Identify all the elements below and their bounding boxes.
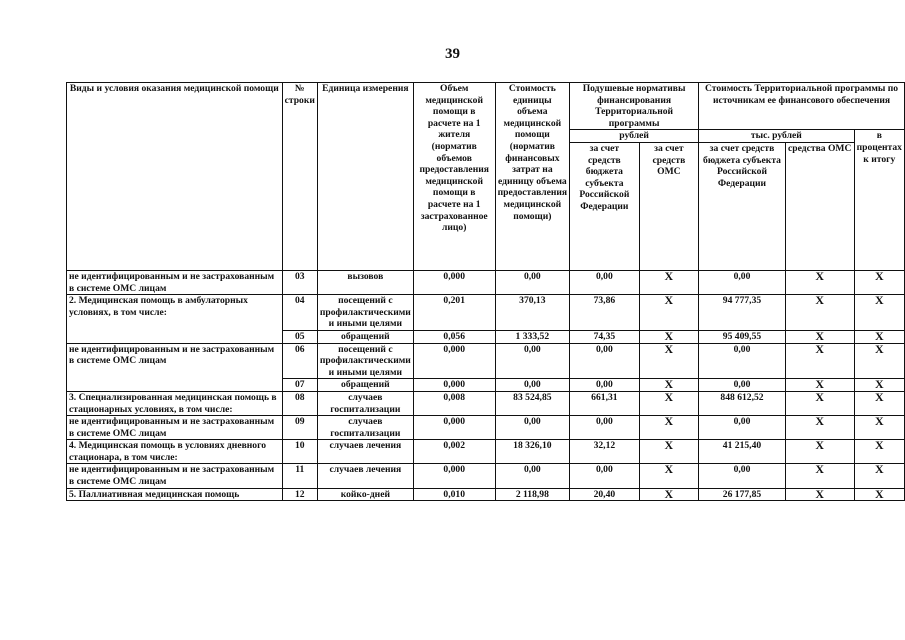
- row-volume: 0,000: [413, 343, 495, 379]
- row-unit: случаев лечения: [317, 464, 413, 488]
- row-volume: 0,056: [413, 330, 495, 343]
- header-per-capita: Подушевые нормативы финансирования Территориальной программы: [570, 83, 699, 130]
- row-budget-cost: 848 612,52: [699, 391, 786, 415]
- table-row: [67, 270, 905, 294]
- row-volume: 0,000: [413, 464, 495, 488]
- row-unit: вызовов: [317, 270, 413, 294]
- row-percent: X: [854, 464, 904, 488]
- row-oms: X: [639, 440, 698, 464]
- row-percent: X: [854, 379, 904, 392]
- row-budget: 0,00: [570, 270, 640, 294]
- row-volume: 0,002: [413, 440, 495, 464]
- row-unit: обращений: [317, 379, 413, 392]
- header-cost: Стоимость единицы объема медицинской помощи (норматив финансовых затрат на единицу объема предоставления медицинской помощи): [495, 83, 569, 271]
- row-budget-cost: 0,00: [699, 464, 786, 488]
- row-oms: X: [639, 464, 698, 488]
- row-cost: 0,00: [495, 416, 569, 440]
- header-line-no: № строки: [282, 83, 317, 271]
- header-budget-cost: за счет средств бюджета субъекта Российской Федерации: [699, 142, 786, 270]
- row-oms: X: [639, 488, 698, 501]
- row-percent: X: [854, 343, 904, 379]
- row-budget-cost: 0,00: [699, 379, 786, 392]
- table-row: [67, 488, 905, 501]
- row-budget: 0,00: [570, 464, 640, 488]
- row-volume: 0,201: [413, 295, 495, 331]
- table-row: [67, 464, 905, 488]
- row-type: 5. Паллиативная медицинская помощь: [67, 488, 283, 501]
- row-percent: X: [854, 295, 904, 331]
- row-type: 2. Медицинская помощь в амбулаторных условиях, в том числе:: [67, 295, 283, 343]
- row-percent: X: [854, 440, 904, 464]
- row-unit: посещений с профилактическими и иными целями: [317, 295, 413, 331]
- row-volume: 0,008: [413, 391, 495, 415]
- row-unit: посещений с профилактическими и иными целями: [317, 343, 413, 379]
- row-budget-cost: 0,00: [699, 343, 786, 379]
- row-budget-cost: 26 177,85: [699, 488, 786, 501]
- row-budget-cost: 95 409,55: [699, 330, 786, 343]
- row-unit: случаев госпитализации: [317, 391, 413, 415]
- row-unit: койко-дней: [317, 488, 413, 501]
- row-unit: случаев госпитализации: [317, 416, 413, 440]
- row-percent: X: [854, 488, 904, 501]
- row-type: не идентифицированным и не застрахованным в системе ОМС лицам: [67, 270, 283, 294]
- header-oms: за счет средств ОМС: [639, 142, 698, 270]
- row-line-no: 05: [282, 330, 317, 343]
- table-row: [67, 416, 905, 440]
- row-oms-cost: X: [785, 270, 854, 294]
- row-oms: X: [639, 379, 698, 392]
- row-oms-cost: X: [785, 330, 854, 343]
- row-line-no: 06: [282, 343, 317, 379]
- header-row: [67, 83, 905, 130]
- row-oms-cost: X: [785, 391, 854, 415]
- header-program-cost: Стоимость Территориальной программы по источникам ее финансового обеспечения: [699, 83, 905, 130]
- row-oms: X: [639, 330, 698, 343]
- header-percent: в процентах к итогу: [854, 130, 904, 271]
- row-oms-cost: X: [785, 464, 854, 488]
- row-line-no: 12: [282, 488, 317, 501]
- table-row: [67, 391, 905, 415]
- table-row: [67, 295, 905, 331]
- row-line-no: 07: [282, 379, 317, 392]
- row-type: 4. Медицинская помощь в условиях дневного стационара, в том числе:: [67, 440, 283, 464]
- row-line-no: 03: [282, 270, 317, 294]
- row-line-no: 04: [282, 295, 317, 331]
- row-volume: 0,000: [413, 379, 495, 392]
- row-percent: X: [854, 416, 904, 440]
- row-type: 3. Специализированная медицинская помощь в стационарных условиях, в том числе:: [67, 391, 283, 415]
- row-volume: 0,000: [413, 270, 495, 294]
- header-volume: Объем медицинской помощи в расчете на 1 жителя (норматив объемов предоставления медицинской помощи в расчете на 1 застрахованное лицо): [413, 83, 495, 271]
- table-row: [67, 343, 905, 379]
- row-line-no: 09: [282, 416, 317, 440]
- row-budget: 73,86: [570, 295, 640, 331]
- row-type: не идентифицированным и не застрахованным в системе ОМС лицам: [67, 416, 283, 440]
- row-budget: 20,40: [570, 488, 640, 501]
- row-budget: 661,31: [570, 391, 640, 415]
- row-line-no: 08: [282, 391, 317, 415]
- row-cost: 83 524,85: [495, 391, 569, 415]
- row-oms-cost: X: [785, 379, 854, 392]
- row-percent: X: [854, 330, 904, 343]
- row-cost: 370,13: [495, 295, 569, 331]
- row-cost: 0,00: [495, 379, 569, 392]
- row-budget: 32,12: [570, 440, 640, 464]
- page-number: 39: [445, 46, 460, 62]
- row-budget-cost: 0,00: [699, 270, 786, 294]
- header-budget: за счет средств бюджета субъекта Российской Федерации: [570, 142, 640, 270]
- row-oms: X: [639, 295, 698, 331]
- row-oms: X: [639, 391, 698, 415]
- row-budget: 0,00: [570, 416, 640, 440]
- row-volume: 0,000: [413, 416, 495, 440]
- header-per-capita-unit: рублей: [570, 130, 699, 143]
- row-line-no: 10: [282, 440, 317, 464]
- row-unit: случаев лечения: [317, 440, 413, 464]
- row-oms: X: [639, 416, 698, 440]
- row-percent: X: [854, 391, 904, 415]
- header-type: Виды и условия оказания медицинской помощи: [67, 83, 283, 271]
- row-percent: X: [854, 270, 904, 294]
- row-oms-cost: X: [785, 440, 854, 464]
- row-oms: X: [639, 270, 698, 294]
- row-budget: 0,00: [570, 343, 640, 379]
- table-row: [67, 440, 905, 464]
- row-unit: обращений: [317, 330, 413, 343]
- row-oms-cost: X: [785, 416, 854, 440]
- row-budget-cost: 41 215,40: [699, 440, 786, 464]
- row-line-no: 11: [282, 464, 317, 488]
- row-budget: 0,00: [570, 379, 640, 392]
- row-cost: 18 326,10: [495, 440, 569, 464]
- row-cost: 1 333,52: [495, 330, 569, 343]
- header-oms-cost: средства ОМС: [785, 142, 854, 270]
- row-cost: 0,00: [495, 343, 569, 379]
- financing-table: [66, 82, 905, 501]
- row-budget-cost: 94 777,35: [699, 295, 786, 331]
- row-budget-cost: 0,00: [699, 416, 786, 440]
- header-program-cost-unit: тыс. рублей: [699, 130, 854, 143]
- row-budget: 74,35: [570, 330, 640, 343]
- row-cost: 2 118,98: [495, 488, 569, 501]
- row-oms-cost: X: [785, 295, 854, 331]
- row-type: не идентифицированным и не застрахованным в системе ОМС лицам: [67, 343, 283, 391]
- row-type: не идентифицированным и не застрахованным в системе ОМС лицам: [67, 464, 283, 488]
- row-cost: 0,00: [495, 464, 569, 488]
- row-volume: 0,010: [413, 488, 495, 501]
- row-cost: 0,00: [495, 270, 569, 294]
- row-oms-cost: X: [785, 343, 854, 379]
- row-oms-cost: X: [785, 488, 854, 501]
- header-unit: Единица измерения: [317, 83, 413, 271]
- row-oms: X: [639, 343, 698, 379]
